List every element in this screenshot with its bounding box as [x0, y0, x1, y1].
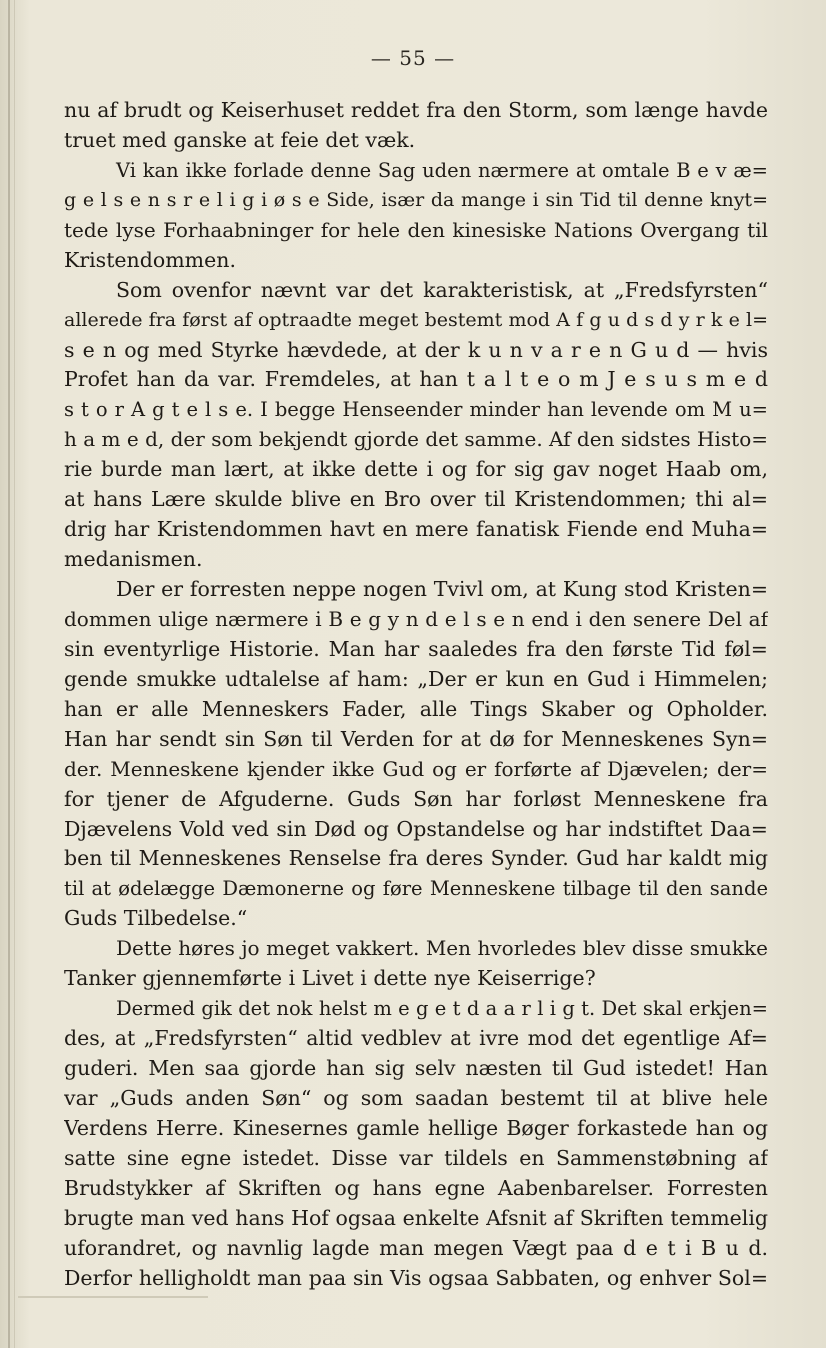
text-line: Derfor helligholdt man paa sin Vis ogsaa Sabbaten, og enhver Sol=	[64, 1265, 768, 1290]
text-line: allerede fra først af optraadte meget bestemt mod A f g u d s d y r k e l=	[64, 308, 768, 331]
text-line: guderi. Men saa gjorde han sig selv næsten til Gud istedet! Han	[64, 1056, 768, 1080]
text-line: s e n og med Styrke hævdede, at der k u n v a r e n G u d — hvis	[64, 337, 768, 362]
text-line: sin eventyrlige Historie. Man har saaledes fra den første Tid føl=	[64, 636, 768, 661]
binding-edge	[8, 0, 10, 1348]
binding-shadow	[14, 0, 15, 1348]
text-line: tede lyse Forhaabninger for hele den kinesiske Nations Overgang til	[64, 217, 768, 242]
text-line: Guds Tilbedelse.“	[64, 906, 248, 931]
text-line: for tjener de Afguderne. Guds Søn har forløst Menneskene fra	[64, 786, 768, 811]
text-line: des, at „Fredsfyrsten“ altid vedblev at ivre mod det egentlige Af=	[64, 1026, 768, 1051]
text-line: uforandret, og navnlig lagde man megen Vægt paa d e t i B u d.	[64, 1235, 768, 1260]
text-line: Vi kan ikke forlade denne Sag uden nærmere at omtale B e v æ=	[116, 158, 768, 182]
page-edge-mark	[18, 1296, 208, 1298]
text-line: medanismen.	[64, 547, 203, 572]
text-line: Dermed gik det nok helst m e g e t d a a r l i g t. Det skal erkjen=	[116, 997, 768, 1021]
text-line: Dette høres jo meget vakkert. Men hvorledes blev disse smukke	[116, 936, 768, 961]
text-line: Verdens Herre. Kinesernes gamle hellige Bøger forkastede han og	[64, 1115, 768, 1140]
text-line: nu af brudt og Keiserhuset reddet fra den Storm, som længe havde	[64, 98, 768, 122]
text-line: dommen ulige nærmere i B e g y n d e l s e n end i den senere Del af	[64, 606, 768, 631]
text-line: Tanker gjennemførte i Livet i dette nye Keiserrige?	[64, 966, 596, 991]
text-line: brugte man ved hans Hof ogsaa enkelte Afsnit af Skriften temmelig	[64, 1205, 768, 1230]
text-line: Han har sendt sin Søn til Verden for at dø for Menneskenes Syn=	[64, 726, 768, 751]
text-line: Der er forresten neppe nogen Tvivl om, at Kung stod Kristen=	[116, 577, 768, 601]
text-line: rie burde man lært, at ikke dette i og for sig gav noget Haab om,	[64, 457, 768, 482]
text-line: Djævelens Vold ved sin Død og Opstandelse og har indstiftet Daa=	[64, 816, 768, 841]
text-line: satte sine egne istedet. Disse var tildels en Sammenstøbning af	[64, 1145, 768, 1170]
text-line: han er alle Menneskers Fader, alle Tings Skaber og Opholder.	[64, 696, 768, 721]
page-number: — 55 —	[370, 46, 456, 70]
text-line: Som ovenfor nævnt var det karakteristisk, at „Fredsfyrsten“	[116, 277, 768, 302]
text-line: var „Guds anden Søn“ og som saadan bestemt til at blive hele	[64, 1085, 768, 1110]
text-line: s t o r A g t e l s e. I begge Henseender minder han levende om M u=	[64, 398, 768, 422]
text-line: g e l s e n s r e l i g i ø s e Side, især da mange i sin Tid til denne knyt=	[64, 188, 768, 211]
text-line: til at ødelægge Dæmonerne og føre Menneskene tilbage til den sande	[64, 877, 768, 901]
text-line: der. Menneskene kjender ikke Gud og er forførte af Djævelen; der=	[64, 756, 768, 781]
text-line: truet med ganske at feie det væk.	[64, 127, 416, 152]
text-line: at hans Lære skulde blive en Bro over til Kristendommen; thi al=	[64, 487, 768, 512]
text-line: drig har Kristendommen havt en mere fanatisk Fiende end Muha=	[64, 517, 768, 542]
text-line: h a m e d, der som bekjendt gjorde det samme. Af den sidstes Histo=	[64, 427, 768, 452]
body-text	[64, 96, 768, 1294]
text-line: Profet han da var. Fremdeles, at han t a l t e o m J e s u s m e d	[64, 367, 768, 392]
text-line: ben til Menneskenes Renselse fra deres Synder. Gud har kaldt mig	[64, 846, 768, 871]
text-line: gende smukke udtalelse af ham: „Der er kun en Gud i Himmelen;	[64, 666, 768, 691]
text-line: Brudstykker af Skriften og hans egne Aabenbarelser. Forresten	[64, 1175, 768, 1200]
text-line: Kristendommen.	[64, 247, 236, 272]
